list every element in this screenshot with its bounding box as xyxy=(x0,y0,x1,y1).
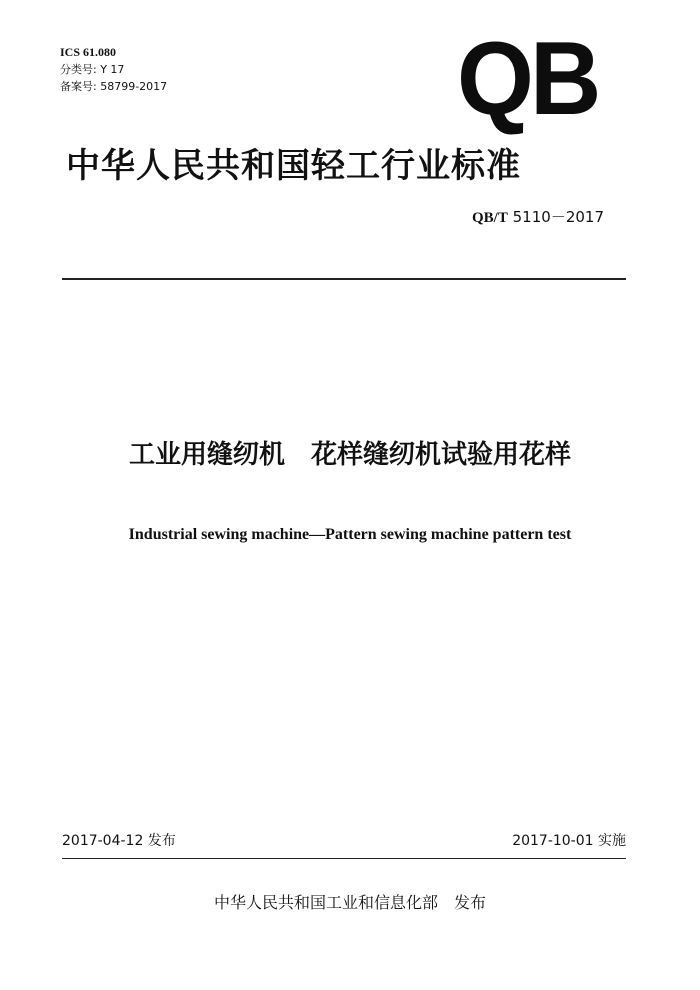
publish-date: 2017-04-12 发布 xyxy=(62,833,176,849)
ics-code: ICS 61.080 xyxy=(60,45,117,59)
title-chinese: 工业用缝纫机 花样缝纫机试验用花样 xyxy=(128,440,571,470)
header-divider xyxy=(62,278,626,280)
effective-date: 2017-10-01 实施 xyxy=(512,833,626,849)
document-metadata xyxy=(60,44,167,95)
issuer: 中华人民共和国工业和信息化部 发布 xyxy=(213,893,486,912)
standard-code: 5110－2017 xyxy=(512,208,604,226)
qb-logo: QB xyxy=(457,21,598,137)
record-number: 备案号: 58799-2017 xyxy=(60,80,168,93)
classification-code: 分类号: Y 17 xyxy=(60,63,125,76)
footer-divider xyxy=(62,858,626,859)
org-title: 中华人民共和国轻工行业标准 xyxy=(66,146,521,186)
title-english: Industrial sewing machine—Pattern sewing machine pattern test xyxy=(128,526,572,543)
standard-prefix: QB/T xyxy=(472,210,508,226)
standard-number xyxy=(472,206,604,227)
